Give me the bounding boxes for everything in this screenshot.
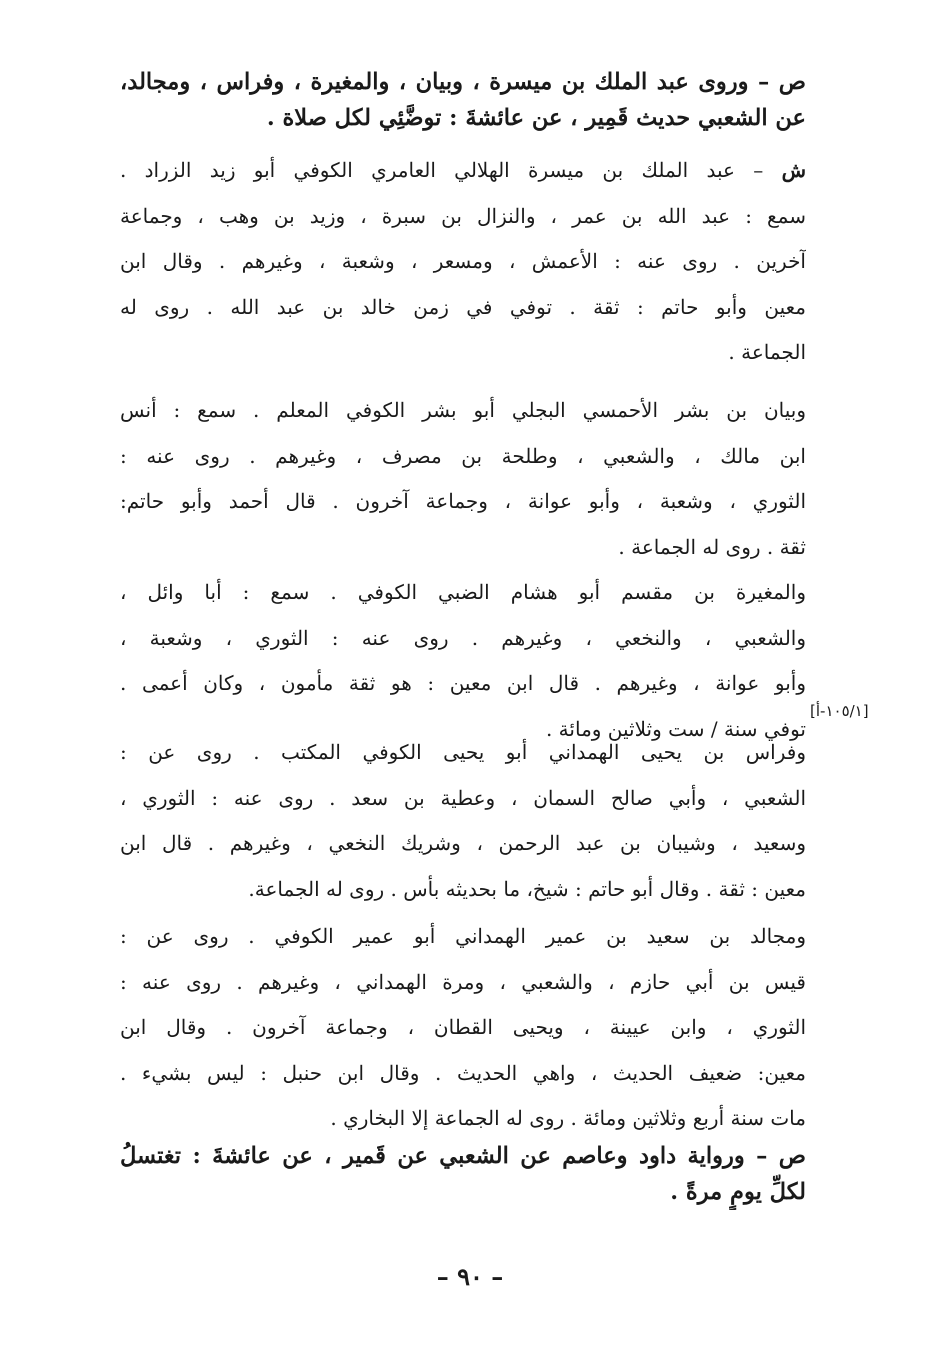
heading-1-line: عن الشعبي حديث قَمِير ، عن عائشةَ : توضَّئِي لكل صلاة . [266,105,806,131]
paragraph-3-line: توفي سنة / ست وثلاثين ومائة . [545,716,806,741]
matn-heading-2 [120,1138,806,1210]
commentary-paragraph-4 [120,730,806,912]
paragraph-1-first-line [120,148,806,194]
paragraph-5-line: الثوري ، وابن عيينة ، ويحيى القطان ، وجماعة آخرون . وقال ابن [120,1015,806,1039]
paragraph-3-line: والمغيرة بن مقسم أبو هشام الضبي الكوفي . سمع : أبا وائل ، [120,580,806,604]
paragraph-5-line: قيس بن أبي حازم ، والشعبي ، ومرة الهمداني ، وغيرهم . روى عنه : [120,969,806,994]
commentary-marker: ش [781,158,806,182]
paragraph-2-line: الثوري ، وشعبة ، وأبو عوانة ، وجماعة آخرون . قال أحمد وأبو حاتم: [120,489,806,513]
commentary-paragraph-3 [120,570,806,752]
paragraph-5-line: مات سنة أربع وثلاثين ومائة . روى له الجماعة إلا البخاري . [330,1106,806,1130]
matn-heading-1 [120,64,806,136]
manuscript-folio-note: [١٠٥/١-أ] [810,702,869,720]
heading-1-line: ص – وروى عبد الملك بن ميسرة ، وبيان ، والمغيرة ، وفراس ، ومجالد، [120,69,806,95]
paragraph-4-line: معين : ثقة . وقال أبو حاتم : شيخ، ما بحديثه بأس . روى له الجماعة. [248,876,806,901]
paragraph-4-line: وفراس بن يحيى الهمداني أبو يحيى الكوفي المكتب . روى عن : [120,740,806,764]
paragraph-1-line: معين وأبو حاتم : ثقة . توفي في زمن خالد بن عبد الله . روى له [120,294,806,319]
commentary-paragraph-2 [120,388,806,570]
paragraph-1-line: الجماعة . [728,340,806,364]
paragraph-2-line: ابن مالك ، والشعبي ، وطلحة بن مصرف ، وغيرهم . روى عنه : [120,443,806,468]
commentary-paragraph-1 [120,148,806,376]
heading-2-line: لكلِّ يومٍ مرةً . [670,1179,806,1205]
page-number: – ٩٠ – [436,1262,504,1291]
paragraph-3-line: والشعبي ، والنخعي ، وغيرهم . روى عنه : الثوري ، وشعبة ، [120,625,806,650]
paragraph-1-line: آخرين . روى عنه : الأعمش ، ومسعر ، وشعبة ، وغيرهم . وقال ابن [120,249,806,273]
paragraph-1-first-line-text: – عبد الملك بن ميسرة الهلالي العامري الكوفي أبو زيد الزراد . [120,158,782,182]
paragraph-5-line: ومجالد بن سعيد بن عمير الهمداني أبو عمير الكوفي . روى عن : [120,924,806,948]
paragraph-3-line: وأبو عوانة ، وغيرهم . قال ابن معين : هو ثقة مأمون ، وكان أعمى . [120,671,806,695]
paragraph-2-line: ثقة . روى له الجماعة . [618,534,806,559]
paragraph-2-line: وبيان بن بشر الأحمسي البجلي أبو بشر الكوفي المعلم . سمع : أنس [120,398,806,422]
paragraph-4-line: وسعيد ، وشيبان بن عبد الرحمن ، وشريك النخعي ، وغيرهم . قال ابن [120,831,806,855]
paragraph-4-line: الشعبي ، وأبي صالح السمان ، وعطية بن سعد . روى عنه : الثوري ، [120,785,806,810]
paragraph-1-line: سمع : عبد الله بن عمر ، والنزال بن سبرة ، وزيد بن وهب ، وجماعة [120,203,806,228]
paragraph-5-line: معين: ضعيف الحديث ، واهي الحديث . وقال ابن حنبل : ليس بشيء . [120,1060,806,1085]
commentary-paragraph-5 [120,914,806,1142]
heading-2-line: ص – ورواية داود وعاصم عن الشعبي عن قَمير ، عن عائشةَ : تغتسلُ [120,1143,806,1169]
